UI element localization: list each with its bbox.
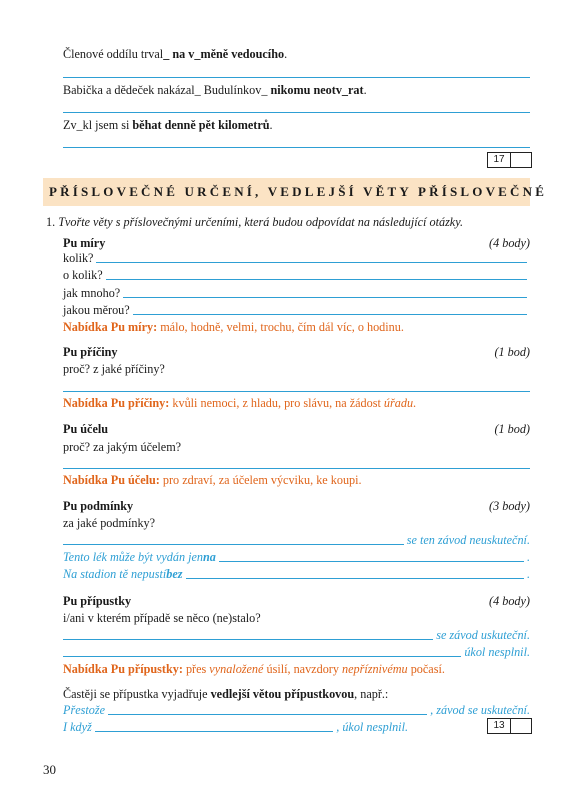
question-row: kolik? xyxy=(63,251,530,266)
points-pripustky: (4 body) xyxy=(489,594,530,608)
answer-line[interactable] xyxy=(106,278,527,280)
points-podminky: (3 body) xyxy=(489,499,530,513)
answer-line[interactable] xyxy=(95,730,333,732)
question-ucelu: proč? za jakým účelem? xyxy=(63,440,182,454)
blank-sentence: úkol nesplnil. xyxy=(63,645,530,660)
score-max: 17 xyxy=(488,153,511,167)
heading-priciny: Pu příčiny xyxy=(63,345,118,359)
question-priciny: proč? z jaké příčiny? xyxy=(63,362,165,376)
answer-line[interactable] xyxy=(133,313,527,315)
offer-pripustky: Nabídka Pu přípustky: přes vynaložené úsilí, navzdory nepříznivému počasí. xyxy=(63,662,445,676)
answer-line[interactable] xyxy=(108,713,427,715)
answer-line[interactable] xyxy=(186,577,524,579)
heading-podminky: Pu podmínky xyxy=(63,499,134,513)
blank-sentence: se ten závod neuskuteční. xyxy=(63,533,530,548)
score-max: 13 xyxy=(488,719,511,733)
blank-sentence: Na stadion tě nepustí bez . xyxy=(63,567,530,581)
question-row: o kolik? xyxy=(63,268,530,283)
answer-line[interactable] xyxy=(96,261,527,263)
answer-line[interactable] xyxy=(219,560,524,562)
answer-line[interactable] xyxy=(63,77,530,78)
page-number: 30 xyxy=(43,762,56,777)
score-input[interactable] xyxy=(511,153,531,167)
answer-line[interactable] xyxy=(63,468,530,469)
question-pripustky: i/ani v kterém případě se něco (ne)stalo? xyxy=(63,611,261,625)
blank-sentence: Přestože , závod se uskuteční. xyxy=(63,703,530,717)
score-box[interactable] xyxy=(487,718,532,734)
offer-ucelu: Nabídka Pu účelu: pro zdraví, za účelem výcviku, ke koupi. xyxy=(63,473,362,487)
task-instruction: 1. Tvořte věty s příslovečnými určeními, která budou odpovídat na následující otázky. xyxy=(46,215,463,229)
offer-miry: Nabídka Pu míry: málo, hodně, velmi, trochu, čím dál víc, o hodinu. xyxy=(63,320,404,334)
note-text: Častěji se přípustka vyjadřuje vedlejší větou přípustkovou, např.: xyxy=(63,687,389,701)
score-input[interactable] xyxy=(511,719,531,733)
heading-pripustky: Pu přípustky xyxy=(63,594,132,608)
offer-priciny: Nabídka Pu příčiny: kvůli nemoci, z hladu, pro slávu, na žádost úřadu. xyxy=(63,396,417,410)
question-podminky: za jaké podmínky? xyxy=(63,516,156,530)
question-row: jak mnoho? xyxy=(63,286,530,301)
answer-line[interactable] xyxy=(63,112,530,113)
points-ucelu: (1 bod) xyxy=(494,422,530,436)
answer-line[interactable] xyxy=(63,638,433,640)
sentence-2: Babička a dědeček nakázal_ Budulínkov_ nikomu neotv_rat. xyxy=(63,83,367,97)
sentence-1: Členové oddílu trval_ na v_měně vedoucího. xyxy=(63,47,288,61)
section-banner xyxy=(43,178,548,206)
answer-line[interactable] xyxy=(63,543,404,545)
blank-sentence: I když , úkol nesplnil. xyxy=(63,720,408,734)
sentence-3: Zv_kl jsem si běhat denně pět kilometrů. xyxy=(63,118,273,132)
score-box[interactable] xyxy=(487,152,532,168)
answer-line[interactable] xyxy=(63,147,530,148)
answer-line[interactable] xyxy=(123,296,527,298)
answer-line[interactable] xyxy=(63,391,530,392)
points-priciny: (1 bod) xyxy=(494,345,530,359)
heading-miry: Pu míry xyxy=(63,236,106,250)
section-title: PŘÍSLOVEČNÉ URČENÍ, VEDLEJŠÍ VĚTY PŘÍSLOVEČNÉ xyxy=(49,184,548,199)
heading-ucelu: Pu účelu xyxy=(63,422,109,436)
points-miry: (4 body) xyxy=(489,236,530,250)
answer-line[interactable] xyxy=(63,655,461,657)
blank-sentence: se závod uskuteční. xyxy=(63,628,530,643)
blank-sentence: Tento lék může být vydán jen na . xyxy=(63,550,530,564)
question-row: jakou měrou? xyxy=(63,303,530,318)
